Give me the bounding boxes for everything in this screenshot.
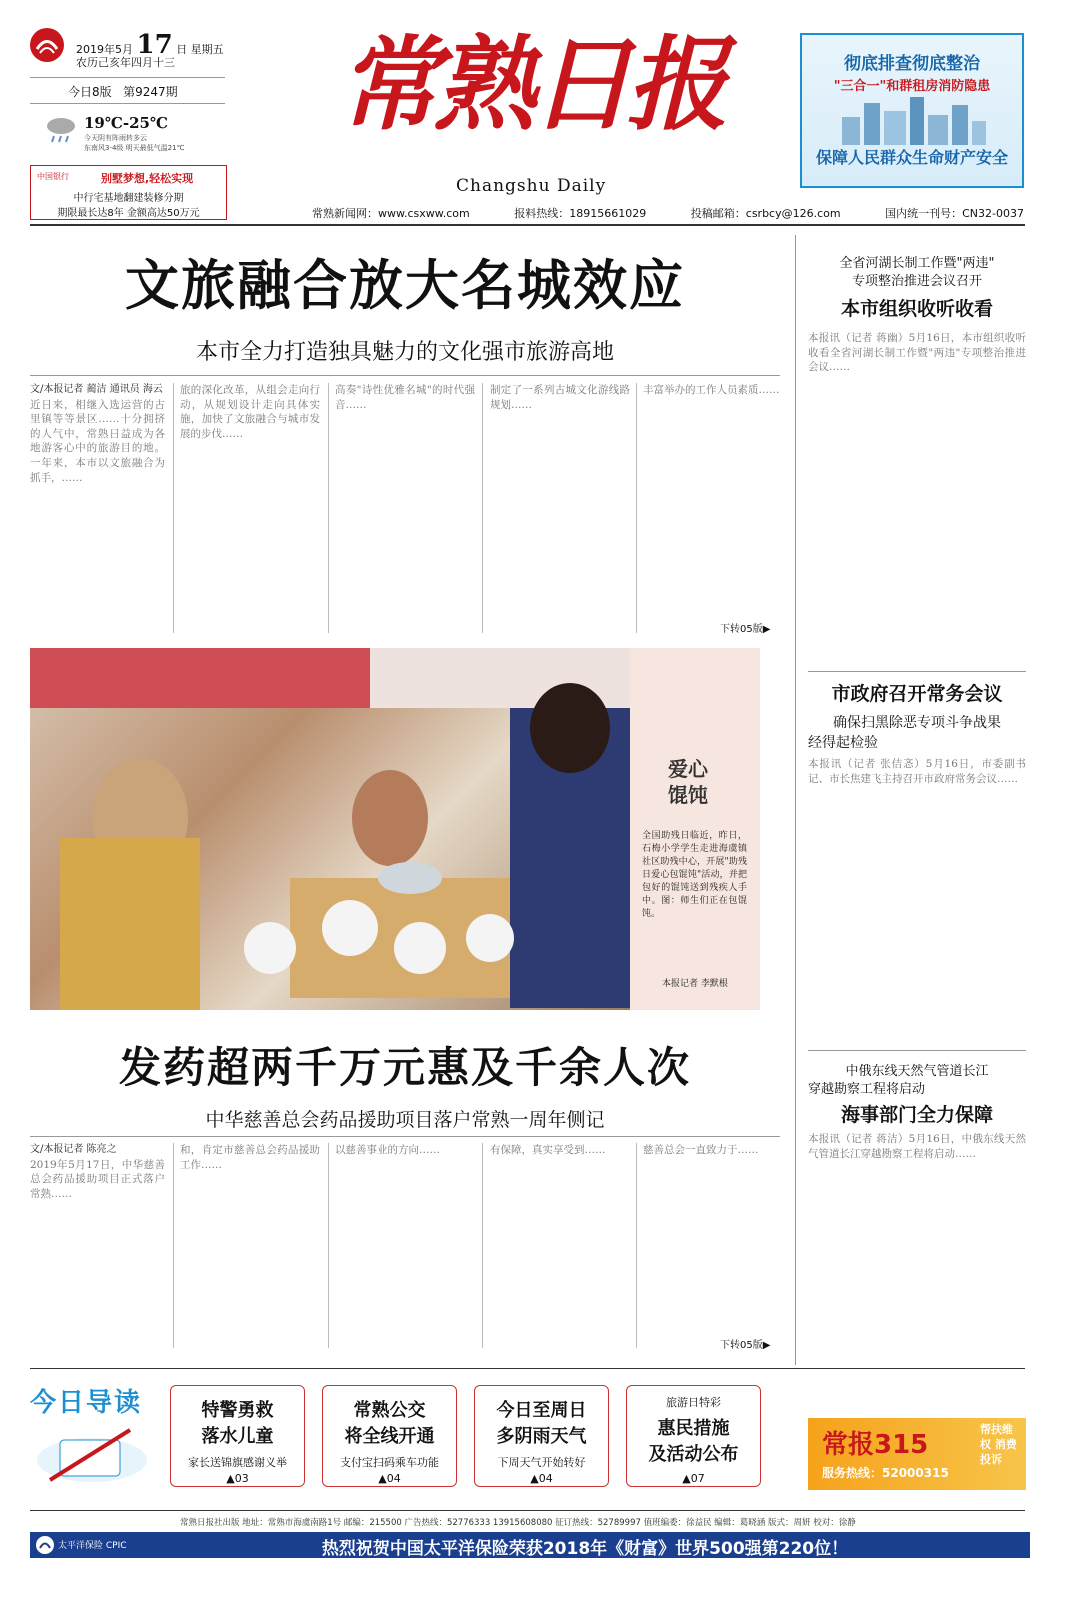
lead-col-4: 制定了一系列古城文化游线路规划……	[490, 384, 630, 411]
lead-subhead: 本市全力打造独具魅力的文化强市旅游高地	[195, 340, 614, 365]
date-month: 2019年5月	[76, 43, 133, 56]
info-bar	[312, 205, 1024, 221]
second-continue-link[interactable]: 下转05版▶	[720, 1340, 771, 1351]
s1-body: 本报讯（记者 蒋幽）5月16日，本市组织收听收看全省河湖长制工作暨"两违"专项整治推进会议……	[808, 332, 1026, 374]
guide-item-1-line2: 落水儿童	[201, 1426, 274, 1447]
guide-item-4-sub: 及活动公布	[648, 1444, 739, 1465]
banner-text: 热烈祝贺中国太平洋保险荣获2018年《财富》世界500强第220位！	[321, 1539, 849, 1559]
lead-continue-link[interactable]: 下转05版▶	[720, 624, 771, 635]
footer-imprint: 常熟日报社出版 地址：常熟市海虞南路1号 邮编：215500 广告热线：52776333 13915608080 征订热线：52789997 值班编委：徐益民 编辑：葛晓涵 版式：周妍 校对：徐静	[180, 1518, 856, 1528]
cpic-logo-icon	[36, 1536, 54, 1554]
bank-ad[interactable]	[30, 165, 227, 220]
paper-title-en: Changshu Daily	[456, 176, 607, 196]
guide-item-1-line1: 特警勇救	[201, 1400, 274, 1421]
photo-image	[30, 648, 630, 1010]
paper-title: 常熟日报	[338, 25, 722, 145]
s1-kicker-2: 专项整治推进会议召开	[851, 274, 982, 289]
right-column	[808, 255, 1026, 1365]
second-col-3: 以慈善事业的方向……	[335, 1144, 440, 1156]
promo-line-1: 彻底排查彻底整治	[844, 54, 980, 74]
guide-item-4[interactable]	[626, 1385, 761, 1487]
info-website[interactable]: 常熟新闻网：www.csxww.com	[312, 207, 470, 220]
lead-col-1: 文/本报记者 蔺洁 通讯员 海云 近日来，相继入选运营的古里镇等等景区……十分拥挤的人气中，常熟日益成为各地游客心中的旅游目的地。一年来，本市以文旅融合为抓手，……	[30, 384, 165, 484]
second-col-4: 有保障，真实享受到……	[490, 1144, 606, 1156]
weather-desc: 今天阴有阵雨转多云	[84, 134, 147, 142]
second-subhead: 中华慈善总会药品援助项目落户常熟一周年侧记	[205, 1109, 605, 1131]
s2-sub-1: 确保扫黑除恶专项斗争战果	[833, 715, 1001, 731]
guide-item-2-line2: 将全线开通	[344, 1426, 435, 1447]
s2-sub-2: 经得起检验	[808, 735, 878, 751]
guide-item-3-sub: 下周天气开始转好	[497, 1456, 586, 1469]
masthead	[0, 0, 1080, 220]
promo-line-2: "三合一"和群租房消防隐患	[833, 79, 991, 94]
guide-item-3-line2: 多阴雨天气	[496, 1426, 587, 1447]
guide-item-1-page: ▲03	[226, 1472, 249, 1485]
feature-photo	[30, 648, 760, 1010]
lead-byline: 文/本报记者 蔺洁 通讯员 海云	[30, 384, 163, 395]
guide-item-3-line1: 今日至周日	[496, 1400, 587, 1421]
city-skyline-icon	[832, 97, 992, 145]
guide-label: 今日导读	[30, 1388, 143, 1418]
guide-item-2-sub: 支付宝扫码乘车功能	[340, 1456, 439, 1469]
guide-item-2[interactable]	[322, 1385, 457, 1487]
lead-headline[interactable]: 文旅融合放大名城效应	[125, 253, 685, 317]
photo-credit: 本报记者 李默根	[662, 979, 728, 989]
s1-headline[interactable]: 本市组织收听收看	[840, 298, 993, 320]
guide-item-1-sub: 家长送锦旗感谢义举	[188, 1456, 287, 1469]
consumer-ad[interactable]	[808, 1418, 1026, 1490]
guide-item-4-line1: 旅游日特彩	[666, 1396, 721, 1409]
s3-headline[interactable]: 海事部门全力保障	[840, 1104, 993, 1126]
ad-title: 常报315	[822, 1430, 929, 1460]
banner-logo-text: 太平洋保险 CPIC	[58, 1541, 127, 1551]
guide-teasers	[170, 1385, 770, 1495]
date-weekday: 日 星期五	[176, 43, 224, 56]
promo-box	[800, 33, 1024, 188]
date-day: 17	[136, 30, 173, 60]
s1-kicker-1: 全省河湖长制工作暨"两违"	[839, 256, 995, 271]
lead-col-2: 旅的深化改革，从组会走向行动，从规划设计走向具体实施，加快了文旅融合与城市发展的步伐……	[180, 384, 320, 440]
lead-col-5: 丰富举办的工作人员素质……	[643, 384, 780, 396]
bank-name: 中国银行	[37, 172, 69, 181]
footer-banner[interactable]	[30, 1532, 1030, 1558]
guide-item-3[interactable]	[474, 1385, 609, 1487]
info-cn: 国内统一刊号：CN32-0037	[885, 207, 1024, 220]
guide-illustration-icon	[30, 1420, 155, 1488]
ad-side: 帮扶维权 消费投诉	[980, 1423, 1017, 1466]
info-hotline: 报料热线：18915661029	[514, 207, 647, 220]
lunar-date: 农历己亥年四月十三	[76, 56, 175, 69]
guide-item-4-page: ▲07	[682, 1472, 705, 1485]
edition-line	[68, 83, 178, 100]
issue-number: 第9247期	[123, 85, 178, 99]
second-byline: 文/本报记者 陈亮之	[30, 1144, 117, 1155]
s3-kicker-1: 中俄东线天然气管道长江	[845, 1064, 989, 1079]
weather-wind: 东南风3-4级 明天最低气温21℃	[84, 144, 185, 152]
s3-kicker-2: 穿越勘察工程将启动	[808, 1082, 926, 1097]
second-col-5: 慈善总会一直致力于……	[643, 1144, 759, 1156]
photo-caption-body: 全国助残日临近，昨日，石梅小学学生走进海虞镇社区助残中心，开展"助残日爱心包馄饨"活动，并把包好的馄饨送到残疾人手中。图：师生们正在包馄饨。	[642, 831, 747, 919]
bank-terms: 期限最长达8年 金额高达50万元	[57, 208, 200, 219]
second-headline[interactable]: 发药超两千万元惠及千余人次	[118, 1043, 691, 1092]
guide-item-4-line2: 惠民措施	[657, 1418, 730, 1439]
bank-slogan: 别墅梦想,轻松实现	[101, 172, 194, 185]
ad-hotline: 服务热线：52000315	[822, 1466, 949, 1480]
info-email[interactable]: 投稿邮箱：csrbcy@126.com	[690, 207, 841, 220]
s2-body: 本报讯（记者 张佶忞）5月16日，市委副书记、市长焦建飞主持召开市政府常务会议……	[808, 758, 1026, 785]
guide-item-1[interactable]	[170, 1385, 305, 1487]
promo-line-3: 保障人民群众生命财产安全	[815, 148, 1008, 167]
second-body	[30, 1143, 780, 1358]
s3-body: 本报讯（记者 蒋洁）5月16日，中俄东线天然气管道长江穿越勘察工程将启动……	[808, 1133, 1026, 1160]
guide-item-2-page: ▲04	[378, 1472, 401, 1485]
logo-icon	[30, 28, 64, 62]
second-col-1: 文/本报记者 陈亮之 2019年5月17日，中华慈善总会药品援助项目正式落户常熟……	[30, 1144, 165, 1200]
s2-headline[interactable]: 市政府召开常务会议	[831, 683, 1003, 705]
guide-item-2-line1: 常熟公交	[353, 1400, 426, 1421]
second-col-2: 和，肯定市慈善总会药品援助工作……	[180, 1144, 320, 1171]
edition-count: 今日8版	[68, 85, 112, 99]
photo-caption-title: 爱心馄饨	[668, 757, 708, 807]
weather-icon	[44, 114, 78, 144]
bank-product: 中行宅基地翻建装修分期	[73, 193, 184, 204]
lead-col-3: 高奏"诗性优雅名城"的时代强音……	[335, 384, 475, 411]
lead-body	[30, 383, 780, 639]
guide-item-3-page: ▲04	[530, 1472, 553, 1485]
guide-label-block	[30, 1382, 160, 1492]
weather-temp: 19℃-25℃	[84, 114, 168, 132]
